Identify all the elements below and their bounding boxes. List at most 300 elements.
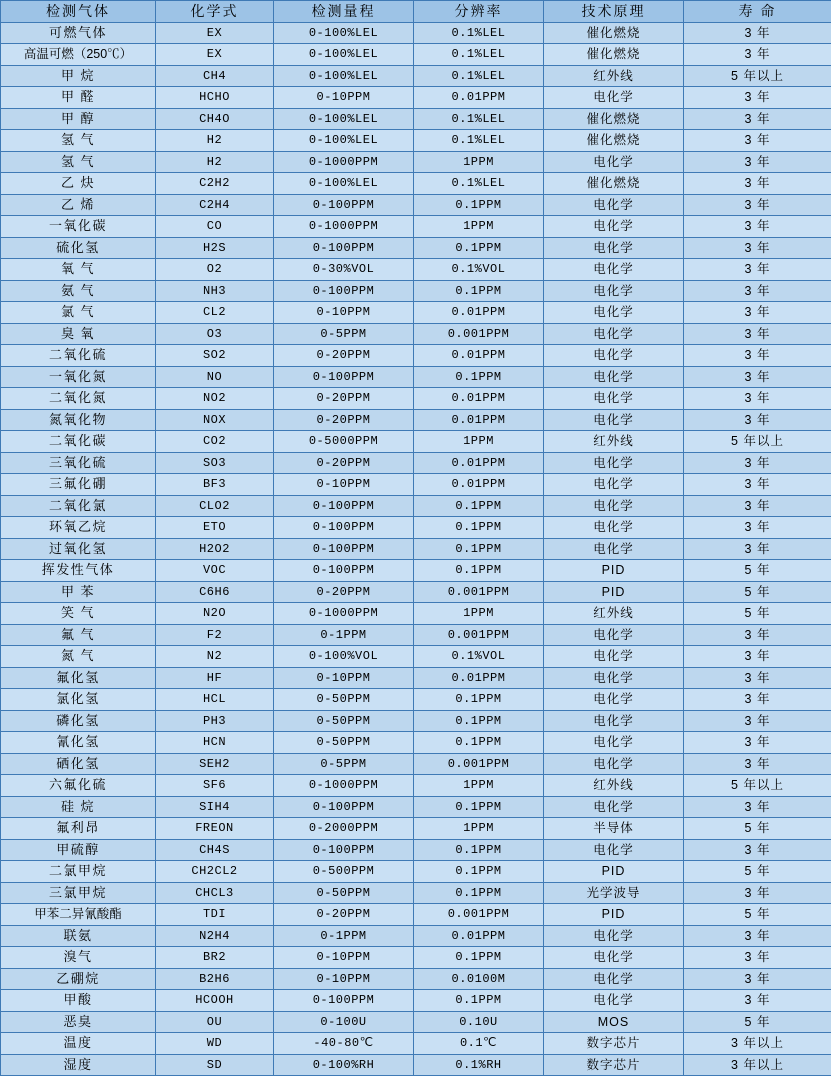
cell-technology: 电化学 (544, 87, 684, 109)
cell-resolution: 0.1PPM (414, 237, 544, 259)
table-row (1, 323, 831, 345)
cell-technology: 电化学 (544, 839, 684, 861)
cell-range: -40-80℃ (274, 1033, 414, 1055)
cell-technology: 催化燃烧 (544, 130, 684, 152)
cell-resolution: 0.1%RH (414, 1054, 544, 1076)
table-row (1, 775, 831, 797)
cell-lifetime: 3 年 (684, 667, 831, 689)
table-row (1, 603, 831, 625)
cell-range: 0-100%LEL (274, 65, 414, 87)
cell-resolution: 0.001PPM (414, 904, 544, 926)
header-range: 检测量程 (274, 1, 414, 23)
cell-gas-name: 臭 氧 (1, 323, 156, 345)
cell-gas-name: 氧 气 (1, 259, 156, 281)
cell-technology: PID (544, 560, 684, 582)
cell-formula: NO (156, 366, 274, 388)
cell-lifetime: 3 年 (684, 388, 831, 410)
cell-range: 0-100%LEL (274, 108, 414, 130)
cell-lifetime: 3 年 (684, 538, 831, 560)
table-row (1, 947, 831, 969)
cell-gas-name: 可燃气体 (1, 22, 156, 44)
cell-gas-name: 二氯甲烷 (1, 861, 156, 883)
cell-range: 0-100%LEL (274, 22, 414, 44)
cell-range: 0-1PPM (274, 925, 414, 947)
cell-lifetime: 3 年 (684, 302, 831, 324)
table-row (1, 87, 831, 109)
cell-range: 0-100PPM (274, 990, 414, 1012)
cell-lifetime: 5 年 (684, 818, 831, 840)
header-formula: 化学式 (156, 1, 274, 23)
cell-lifetime: 3 年 (684, 882, 831, 904)
header-resolution: 分辨率 (414, 1, 544, 23)
cell-lifetime: 3 年 (684, 87, 831, 109)
cell-range: 0-50PPM (274, 710, 414, 732)
cell-gas-name: 甲 醛 (1, 87, 156, 109)
cell-resolution: 0.01PPM (414, 388, 544, 410)
cell-lifetime: 5 年以上 (684, 65, 831, 87)
cell-range: 0-100PPM (274, 495, 414, 517)
table-row (1, 22, 831, 44)
cell-range: 0-10PPM (274, 947, 414, 969)
cell-technology: 电化学 (544, 259, 684, 281)
cell-range: 0-10PPM (274, 474, 414, 496)
cell-lifetime: 3 年 (684, 130, 831, 152)
cell-resolution: 1PPM (414, 431, 544, 453)
cell-technology: 电化学 (544, 495, 684, 517)
cell-resolution: 0.01PPM (414, 452, 544, 474)
header-lifetime: 寿 命 (684, 1, 831, 23)
cell-gas-name: 甲硫醇 (1, 839, 156, 861)
cell-resolution: 0.1PPM (414, 947, 544, 969)
cell-formula: H2 (156, 130, 274, 152)
cell-formula: BF3 (156, 474, 274, 496)
cell-range: 0-20PPM (274, 409, 414, 431)
cell-lifetime: 3 年 (684, 968, 831, 990)
cell-gas-name: 六氟化硫 (1, 775, 156, 797)
cell-lifetime: 3 年 (684, 194, 831, 216)
table-row (1, 646, 831, 668)
cell-formula: EX (156, 22, 274, 44)
cell-technology: 红外线 (544, 65, 684, 87)
cell-technology: 光学波导 (544, 882, 684, 904)
cell-technology: 电化学 (544, 474, 684, 496)
table-row (1, 538, 831, 560)
cell-technology: 电化学 (544, 194, 684, 216)
cell-range: 0-500PPM (274, 861, 414, 883)
cell-gas-name: 磷化氢 (1, 710, 156, 732)
cell-technology: PID (544, 904, 684, 926)
cell-formula: C2H2 (156, 173, 274, 195)
cell-gas-name: 湿度 (1, 1054, 156, 1076)
cell-technology: 电化学 (544, 732, 684, 754)
table-row (1, 216, 831, 238)
cell-resolution: 0.01PPM (414, 925, 544, 947)
cell-lifetime: 3 年 (684, 216, 831, 238)
cell-gas-name: 乙 炔 (1, 173, 156, 195)
cell-range: 0-1000PPM (274, 603, 414, 625)
cell-gas-name: 氢 气 (1, 130, 156, 152)
cell-resolution: 0.01PPM (414, 474, 544, 496)
cell-formula: B2H6 (156, 968, 274, 990)
cell-formula: OU (156, 1011, 274, 1033)
table-row (1, 280, 831, 302)
cell-resolution: 0.1PPM (414, 882, 544, 904)
cell-lifetime: 3 年 (684, 925, 831, 947)
cell-resolution: 0.1℃ (414, 1033, 544, 1055)
header-row (1, 1, 831, 23)
cell-technology: 电化学 (544, 990, 684, 1012)
cell-lifetime: 5 年 (684, 861, 831, 883)
cell-range: 0-100PPM (274, 796, 414, 818)
cell-technology: 数字芯片 (544, 1033, 684, 1055)
table-row (1, 173, 831, 195)
cell-formula: HCN (156, 732, 274, 754)
cell-technology: 电化学 (544, 796, 684, 818)
cell-formula: CL2 (156, 302, 274, 324)
cell-gas-name: 二氧化硫 (1, 345, 156, 367)
cell-range: 0-5000PPM (274, 431, 414, 453)
cell-lifetime: 3 年以上 (684, 1033, 831, 1055)
cell-resolution: 1PPM (414, 775, 544, 797)
table-row (1, 732, 831, 754)
cell-formula: O3 (156, 323, 274, 345)
cell-gas-name: 过氧化氢 (1, 538, 156, 560)
cell-formula: SEH2 (156, 753, 274, 775)
cell-technology: 电化学 (544, 538, 684, 560)
cell-range: 0-100PPM (274, 560, 414, 582)
cell-gas-name: 氟化氢 (1, 667, 156, 689)
cell-formula: H2S (156, 237, 274, 259)
cell-formula: BR2 (156, 947, 274, 969)
cell-range: 0-10PPM (274, 87, 414, 109)
cell-technology: 电化学 (544, 237, 684, 259)
cell-lifetime: 3 年 (684, 452, 831, 474)
cell-formula: CH2CL2 (156, 861, 274, 883)
cell-formula: CO (156, 216, 274, 238)
cell-lifetime: 3 年 (684, 710, 831, 732)
cell-formula: FREON (156, 818, 274, 840)
cell-formula: EX (156, 44, 274, 66)
cell-lifetime: 5 年 (684, 603, 831, 625)
cell-range: 0-100%VOL (274, 646, 414, 668)
cell-lifetime: 3 年 (684, 108, 831, 130)
cell-gas-name: 氰化氢 (1, 732, 156, 754)
cell-lifetime: 3 年 (684, 323, 831, 345)
cell-formula: C6H6 (156, 581, 274, 603)
cell-resolution: 0.01PPM (414, 302, 544, 324)
cell-gas-name: 联氨 (1, 925, 156, 947)
cell-range: 0-100PPM (274, 194, 414, 216)
table-body (1, 22, 831, 1076)
cell-technology: 电化学 (544, 302, 684, 324)
cell-technology: 电化学 (544, 689, 684, 711)
table-row (1, 431, 831, 453)
cell-formula: HCL (156, 689, 274, 711)
cell-gas-name: 一氧化碳 (1, 216, 156, 238)
cell-range: 0-1000PPM (274, 216, 414, 238)
cell-gas-name: 二氧化碳 (1, 431, 156, 453)
cell-range: 0-20PPM (274, 581, 414, 603)
cell-technology: 电化学 (544, 624, 684, 646)
cell-lifetime: 3 年 (684, 151, 831, 173)
cell-resolution: 0.01PPM (414, 345, 544, 367)
cell-lifetime: 3 年 (684, 409, 831, 431)
cell-resolution: 0.1PPM (414, 710, 544, 732)
cell-gas-name: 硫化氢 (1, 237, 156, 259)
cell-range: 0-1000PPM (274, 775, 414, 797)
cell-lifetime: 3 年 (684, 646, 831, 668)
cell-gas-name: 氯化氢 (1, 689, 156, 711)
cell-lifetime: 3 年 (684, 345, 831, 367)
cell-gas-name: 氮 气 (1, 646, 156, 668)
cell-gas-name: 二氧化氯 (1, 495, 156, 517)
cell-formula: H2O2 (156, 538, 274, 560)
cell-resolution: 0.0100M (414, 968, 544, 990)
cell-resolution: 0.1PPM (414, 194, 544, 216)
cell-formula: O2 (156, 259, 274, 281)
cell-resolution: 0.001PPM (414, 624, 544, 646)
cell-lifetime: 3 年 (684, 732, 831, 754)
cell-formula: SIH4 (156, 796, 274, 818)
cell-gas-name: 三氧化硫 (1, 452, 156, 474)
cell-resolution: 0.1PPM (414, 689, 544, 711)
cell-technology: 电化学 (544, 409, 684, 431)
cell-lifetime: 5 年 (684, 904, 831, 926)
header-technology: 技术原理 (544, 1, 684, 23)
cell-resolution: 0.1PPM (414, 839, 544, 861)
cell-range: 0-100%RH (274, 1054, 414, 1076)
cell-resolution: 0.1PPM (414, 495, 544, 517)
cell-range: 0-10PPM (274, 968, 414, 990)
cell-lifetime: 3 年以上 (684, 1054, 831, 1076)
cell-gas-name: 甲苯二异氰酸酯 (1, 904, 156, 926)
cell-range: 0-1PPM (274, 624, 414, 646)
cell-gas-name: 氢 气 (1, 151, 156, 173)
table-row (1, 409, 831, 431)
cell-lifetime: 3 年 (684, 259, 831, 281)
cell-range: 0-100PPM (274, 366, 414, 388)
cell-gas-name: 氟利昂 (1, 818, 156, 840)
cell-gas-name: 一氧化氮 (1, 366, 156, 388)
cell-range: 0-100%LEL (274, 44, 414, 66)
cell-lifetime: 3 年 (684, 796, 831, 818)
cell-formula: NOX (156, 409, 274, 431)
cell-technology: PID (544, 861, 684, 883)
cell-formula: SF6 (156, 775, 274, 797)
table-row (1, 624, 831, 646)
table-row (1, 1054, 831, 1076)
table-row (1, 302, 831, 324)
cell-formula: F2 (156, 624, 274, 646)
cell-lifetime: 5 年 (684, 560, 831, 582)
cell-gas-name: 溴气 (1, 947, 156, 969)
cell-technology: 电化学 (544, 968, 684, 990)
cell-range: 0-100PPM (274, 237, 414, 259)
cell-range: 0-100U (274, 1011, 414, 1033)
cell-gas-name: 乙 烯 (1, 194, 156, 216)
table-row (1, 882, 831, 904)
cell-lifetime: 3 年 (684, 22, 831, 44)
cell-formula: CLO2 (156, 495, 274, 517)
cell-resolution: 0.001PPM (414, 753, 544, 775)
table-row (1, 366, 831, 388)
cell-range: 0-1000PPM (274, 151, 414, 173)
cell-formula: NO2 (156, 388, 274, 410)
cell-resolution: 0.01PPM (414, 87, 544, 109)
cell-lifetime: 3 年 (684, 237, 831, 259)
table-row (1, 237, 831, 259)
cell-resolution: 1PPM (414, 151, 544, 173)
cell-formula: HCOOH (156, 990, 274, 1012)
cell-formula: HCHO (156, 87, 274, 109)
cell-resolution: 0.1%LEL (414, 22, 544, 44)
cell-lifetime: 3 年 (684, 366, 831, 388)
cell-resolution: 0.1%LEL (414, 44, 544, 66)
cell-range: 0-5PPM (274, 753, 414, 775)
cell-gas-name: 环氧乙烷 (1, 517, 156, 539)
cell-resolution: 0.1%LEL (414, 130, 544, 152)
cell-resolution: 0.1%LEL (414, 108, 544, 130)
cell-resolution: 1PPM (414, 216, 544, 238)
cell-lifetime: 3 年 (684, 517, 831, 539)
cell-resolution: 0.1%VOL (414, 646, 544, 668)
cell-technology: 催化燃烧 (544, 44, 684, 66)
cell-resolution: 0.1PPM (414, 732, 544, 754)
table-row (1, 818, 831, 840)
table-row (1, 65, 831, 87)
table-row (1, 710, 831, 732)
cell-technology: 电化学 (544, 517, 684, 539)
cell-range: 0-20PPM (274, 452, 414, 474)
cell-technology: 红外线 (544, 431, 684, 453)
cell-resolution: 0.1PPM (414, 990, 544, 1012)
cell-technology: 电化学 (544, 646, 684, 668)
table-row (1, 194, 831, 216)
cell-range: 0-50PPM (274, 732, 414, 754)
cell-range: 0-50PPM (274, 689, 414, 711)
cell-resolution: 0.1PPM (414, 517, 544, 539)
table-row (1, 474, 831, 496)
cell-technology: 电化学 (544, 947, 684, 969)
cell-resolution: 0.1PPM (414, 560, 544, 582)
cell-range: 0-10PPM (274, 667, 414, 689)
cell-formula: SO2 (156, 345, 274, 367)
table-row (1, 345, 831, 367)
cell-gas-name: 甲 苯 (1, 581, 156, 603)
cell-resolution: 0.1PPM (414, 280, 544, 302)
cell-technology: MOS (544, 1011, 684, 1033)
cell-technology: 电化学 (544, 345, 684, 367)
cell-lifetime: 3 年 (684, 495, 831, 517)
cell-resolution: 1PPM (414, 603, 544, 625)
cell-lifetime: 5 年 (684, 1011, 831, 1033)
cell-resolution: 0.01PPM (414, 667, 544, 689)
cell-formula: CHCL3 (156, 882, 274, 904)
table-header (1, 1, 831, 23)
cell-formula: SO3 (156, 452, 274, 474)
cell-technology: PID (544, 581, 684, 603)
cell-resolution: 0.1PPM (414, 366, 544, 388)
cell-resolution: 0.1%LEL (414, 65, 544, 87)
cell-formula: N2H4 (156, 925, 274, 947)
cell-technology: 红外线 (544, 603, 684, 625)
cell-formula: CH4S (156, 839, 274, 861)
cell-resolution: 1PPM (414, 818, 544, 840)
cell-lifetime: 3 年 (684, 44, 831, 66)
cell-resolution: 0.10U (414, 1011, 544, 1033)
cell-range: 0-100%LEL (274, 130, 414, 152)
cell-gas-name: 高温可燃（250℃） (1, 44, 156, 66)
cell-formula: CH4 (156, 65, 274, 87)
cell-formula: NH3 (156, 280, 274, 302)
cell-gas-name: 恶臭 (1, 1011, 156, 1033)
cell-formula: PH3 (156, 710, 274, 732)
cell-resolution: 0.01PPM (414, 409, 544, 431)
cell-range: 0-5PPM (274, 323, 414, 345)
cell-technology: 电化学 (544, 710, 684, 732)
cell-gas-name: 硅 烷 (1, 796, 156, 818)
cell-gas-name: 甲 醇 (1, 108, 156, 130)
cell-technology: 电化学 (544, 452, 684, 474)
cell-lifetime: 3 年 (684, 689, 831, 711)
cell-range: 0-100%LEL (274, 173, 414, 195)
cell-gas-name: 氮氧化物 (1, 409, 156, 431)
table-row (1, 1011, 831, 1033)
cell-lifetime: 5 年以上 (684, 775, 831, 797)
table-row (1, 968, 831, 990)
cell-technology: 红外线 (544, 775, 684, 797)
cell-formula: N2 (156, 646, 274, 668)
table-row (1, 990, 831, 1012)
table-row (1, 796, 831, 818)
cell-lifetime: 3 年 (684, 839, 831, 861)
cell-formula: WD (156, 1033, 274, 1055)
cell-lifetime: 3 年 (684, 474, 831, 496)
cell-gas-name: 甲酸 (1, 990, 156, 1012)
cell-range: 0-20PPM (274, 904, 414, 926)
cell-range: 0-10PPM (274, 302, 414, 324)
cell-formula: HF (156, 667, 274, 689)
cell-formula: CO2 (156, 431, 274, 453)
table-row (1, 452, 831, 474)
cell-lifetime: 3 年 (684, 947, 831, 969)
cell-gas-name: 温度 (1, 1033, 156, 1055)
cell-range: 0-100PPM (274, 517, 414, 539)
cell-gas-name: 三氯甲烷 (1, 882, 156, 904)
cell-technology: 半导体 (544, 818, 684, 840)
table-row (1, 495, 831, 517)
cell-formula: CH4O (156, 108, 274, 130)
cell-resolution: 0.001PPM (414, 581, 544, 603)
cell-lifetime: 3 年 (684, 173, 831, 195)
cell-gas-name: 氨 气 (1, 280, 156, 302)
table-row (1, 925, 831, 947)
cell-lifetime: 3 年 (684, 753, 831, 775)
cell-technology: 电化学 (544, 323, 684, 345)
cell-lifetime: 3 年 (684, 990, 831, 1012)
cell-resolution: 0.1PPM (414, 538, 544, 560)
cell-technology: 电化学 (544, 753, 684, 775)
cell-resolution: 0.1%VOL (414, 259, 544, 281)
cell-range: 0-100PPM (274, 538, 414, 560)
cell-gas-name: 二氧化氮 (1, 388, 156, 410)
cell-technology: 催化燃烧 (544, 173, 684, 195)
table-row (1, 259, 831, 281)
cell-formula: H2 (156, 151, 274, 173)
cell-range: 0-100PPM (274, 280, 414, 302)
cell-technology: 催化燃烧 (544, 22, 684, 44)
cell-lifetime: 5 年 (684, 581, 831, 603)
